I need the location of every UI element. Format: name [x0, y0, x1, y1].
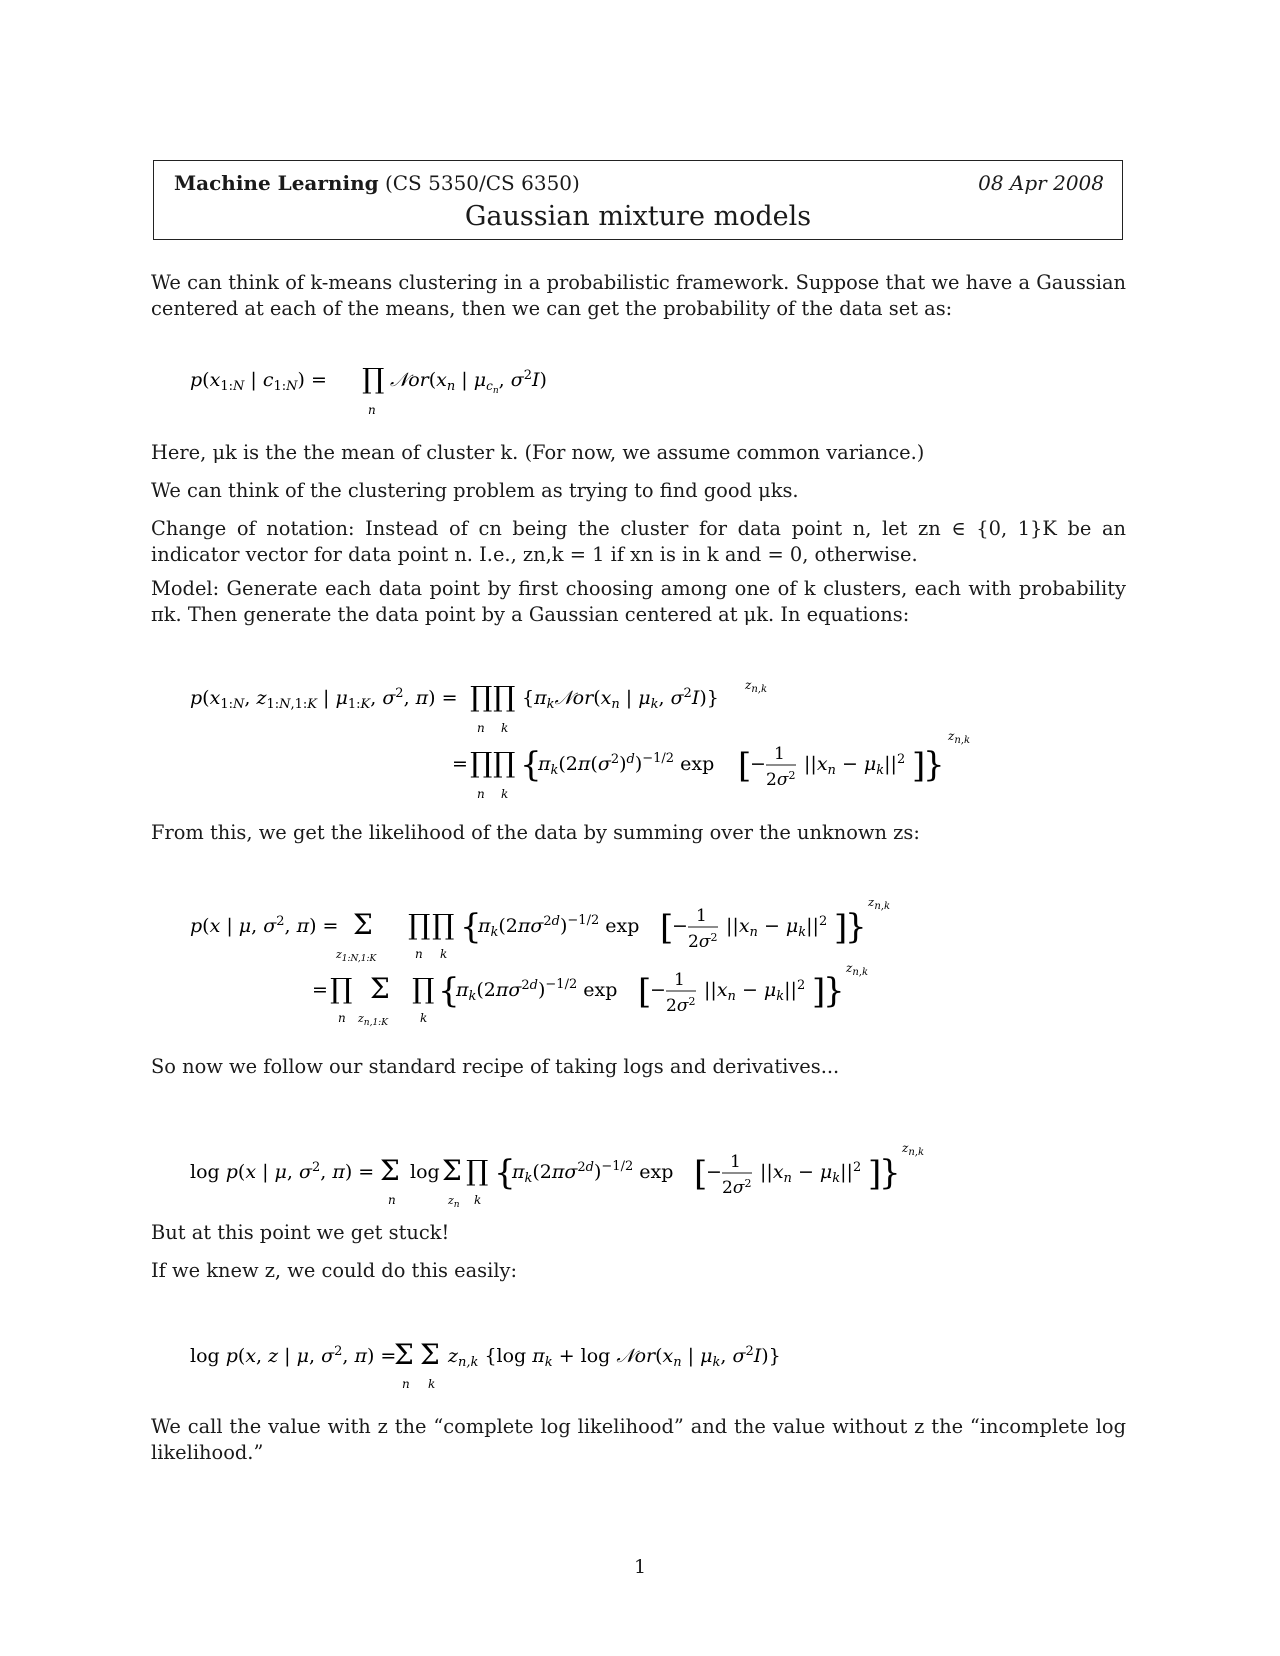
eq3-close-bracket: ] [834, 908, 848, 948]
document-title: Gaussian mixture models [464, 201, 812, 232]
eq4-sum-n-index: n [388, 1193, 396, 1207]
eq2-product-n: ∏ [470, 680, 493, 713]
equation-5 [190, 1330, 890, 1410]
eq3-open-brace: { [460, 907, 482, 947]
eq3-minus: − [672, 915, 688, 937]
eq3-sum: Σ [353, 908, 373, 941]
eq3-line2-close-bracket: ] [812, 972, 826, 1012]
eq3-norm: $||x_n - \mu_k||^2$ [726, 914, 828, 940]
eq2-line2-exponent: $z_{n,k}$ [948, 729, 971, 746]
eq3-index-k: k [440, 947, 448, 961]
eq5-sum-n: Σ [394, 1338, 414, 1371]
eq4-lhs: log p(x | μ, $\sigma^2$, π) = [190, 1160, 375, 1183]
eq2-close-bracket: ] [912, 746, 926, 786]
eq3-line2-equals: = [312, 979, 328, 1001]
eq2-frac-num: 1 [774, 744, 785, 764]
eq5-sum-n-index: n [402, 1377, 410, 1391]
eq3-line2-minus: − [650, 979, 666, 1001]
eq3-exponent: $z_{n,k}$ [868, 900, 891, 912]
recipe-paragraph: So now we follow our standard recipe of taking logs and derivatives... [151, 1055, 840, 1078]
eq5-sum-k: Σ [420, 1338, 440, 1371]
eq3-frac-den: $2\sigma^2$ [688, 931, 718, 952]
eq3-line2-body: $\pi_k(2\pi\sigma^2d)^{-1/2}$ exp [456, 977, 618, 1004]
likelihood-paragraph: From this, we get the likelihood of the data by summing over the unknown zs: [151, 821, 920, 844]
eq3-line2-product-k: ∏ [412, 972, 435, 1005]
eq4-exponent: $z_{n,k}$ [902, 1141, 925, 1158]
eq2-minus: − [750, 753, 766, 775]
eq1-product-index: n [368, 403, 376, 417]
eq3-product-k: ∏ [432, 908, 455, 941]
eq4-close-bracket: ] [868, 1154, 882, 1194]
eq3-lhs: p(x | μ, $\sigma^2$, π) = [190, 914, 339, 937]
eq3-sum-index: $z_{1:N,1:K}$ [336, 948, 377, 964]
eq4-body: $\pi_k(2\pi\sigma^2d)^{-1/2}$ exp [512, 1159, 674, 1186]
equation-2 [190, 664, 1010, 804]
eq4-frac-den: $2\sigma^2$ [722, 1177, 752, 1198]
eq3-line2-product-n: ∏ [330, 972, 353, 1005]
knew-paragraph: If we knew z, we could do this easily: [151, 1259, 518, 1282]
eq3-frac-num: 1 [696, 906, 707, 926]
lecture-date: 08 Apr 2008 [978, 171, 1104, 195]
eq4-open-bracket: [ [694, 1154, 708, 1194]
eq1-lhs: $p(x_{1:}N$ | $c_{1:}N$) = [190, 369, 327, 394]
eq2-line1-rhs: {$\pi_k𝒩or(x_n$ | $\mu_k$, $\sigma^2I$)} [522, 686, 719, 712]
equation-1 [190, 356, 610, 426]
stuck-paragraph: But at this point we get stuck! [151, 1221, 450, 1244]
complete-likelihood-paragraph: We call the value with z the “complete log likelihood” and the value without z the “incomplete log likelihood.” [151, 1415, 1126, 1464]
model-paragraph: Model: Generate each data point by first choosing among one of k clusters, each with probability πk. Then generate the data point by a Gaussian centered at μk. In equations: [151, 577, 1126, 626]
eq4-minus: − [706, 1161, 722, 1183]
eq1-product: ∏ [362, 362, 385, 395]
course-codes: (CS 5350/CS 6350) [378, 171, 580, 195]
eq2-norm: $||x_n - \mu_k||^2$ [804, 752, 906, 778]
eq2-close-brace: } [923, 745, 945, 785]
eq4-open-brace: { [494, 1153, 516, 1193]
eq2-lhs: $p(x_{1:}N$, $z_{1:}N,1:K$ | $\mu_{1:}K$, $\sigma^2$, π) = [190, 686, 458, 712]
eq4-log: log [410, 1161, 440, 1183]
equation-4 [190, 1140, 1010, 1230]
eq2-frac-den: $2\sigma^2$ [766, 769, 796, 790]
eq3-line2-sum-index: $z_{n,1:K}$ [358, 1012, 388, 1028]
clustering-paragraph: We can think of the clustering problem as trying to find good μks. [151, 479, 799, 502]
eq3-line2-exponent: $z_{n,k}$ [846, 961, 869, 978]
eq3-close-brace: } [845, 907, 867, 947]
eq3-line2-index-k: k [420, 1011, 428, 1025]
course-name [174, 171, 580, 195]
eq1-rhs: $𝒩or(x_n$ | $\mu_cn$, $\sigma^2I$) [390, 368, 547, 396]
eq5-rhs: $z_{n,k}$ {log $\pi_k + \log$ $𝒩or(x_n$ | $\mu_k$, $\sigma^2I$)} [448, 1344, 781, 1370]
eq4-sum-n: Σ [380, 1154, 400, 1187]
eq2-line2-index-n: n [477, 787, 485, 801]
eq2-index-n: n [477, 721, 485, 735]
eq2-line2-product-k: ∏ [493, 746, 516, 779]
eq4-product-k: ∏ [466, 1154, 489, 1187]
eq3-line2-close-brace: } [823, 971, 845, 1011]
eq2-line1-exponent: $z_{n,k}$ [745, 678, 768, 695]
eq3-line2-sum: Σ [370, 972, 390, 1005]
eq2-line2-equals: = [452, 753, 468, 775]
eq2-line2-index-k: k [501, 787, 509, 801]
notation-paragraph: Change of notation: Instead of cn being the cluster for data point n, let zn ∈ {0, 1}K be an indicator vector for data point n. I.e., zn,k = 1 if xn is in k and = 0, otherwise. [151, 517, 1126, 566]
eq5-sum-k-index: k [428, 1377, 436, 1391]
eq3-line2-norm: $||x_n - \mu_k||^2$ [704, 978, 806, 1004]
eq2-index-k: k [501, 721, 509, 735]
eq3-line2-open-bracket: [ [638, 972, 652, 1012]
eq2-line2-body: $\pi_k(2\pi(\sigma^2)^d)^{-1/2}$ exp [538, 751, 715, 778]
eq4-close-brace: } [879, 1153, 901, 1193]
page-number: 1 [633, 1556, 647, 1578]
eq5-lhs: log p(x, z | μ, $\sigma^2$, π) = [190, 1344, 397, 1367]
course-title: Machine Learning [174, 171, 379, 195]
eq3-line2-open-brace: { [438, 971, 460, 1011]
eq4-sum-zn: Σ [442, 1154, 462, 1187]
eq4-sum-zn-index: $z_n$ [448, 1194, 460, 1210]
eq3-line2-frac-den: $2\sigma^2$ [666, 995, 696, 1016]
eq2-open-bracket: [ [738, 746, 752, 786]
eq3-index-n: n [415, 947, 423, 961]
eq4-norm: $||x_n - \mu_k||^2$ [760, 1160, 862, 1186]
eq3-body: $\pi_k(2\pi\sigma^2d)^{-1/2}$ exp [478, 913, 640, 940]
eq3-product-n: ∏ [408, 908, 431, 941]
eq2-line2-product-n: ∏ [470, 746, 493, 779]
eq2-product-k: ∏ [493, 680, 516, 713]
eq3-open-bracket: [ [660, 908, 674, 948]
mu-definition-paragraph: Here, μk is the the mean of cluster k. (For now, we assume common variance.) [151, 441, 925, 464]
intro-paragraph: We can think of k-means clustering in a probabilistic framework. Suppose that we have a Gaussian centered at each of the means, then we can get the probability of the data set as: [151, 271, 1126, 320]
eq2-open-brace: { [520, 745, 542, 785]
equation-3 [190, 900, 1010, 1040]
eq3-line2-index-n: n [338, 1011, 346, 1025]
eq3-line2-frac-num: 1 [674, 970, 685, 990]
eq4-index-k: k [474, 1193, 482, 1207]
header-box [153, 160, 1123, 240]
eq4-frac-num: 1 [730, 1152, 741, 1172]
